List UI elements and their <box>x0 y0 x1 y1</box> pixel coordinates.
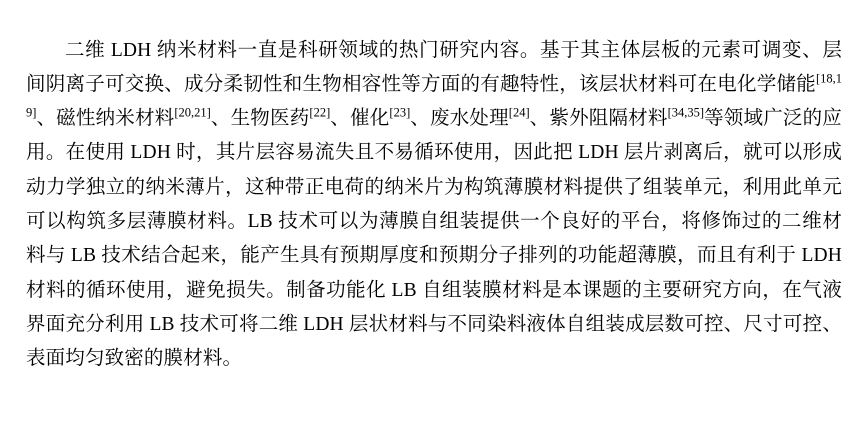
citation-reference: [23] <box>389 105 411 120</box>
body-paragraph <box>26 34 842 377</box>
paragraph-text-run: 二维 LDH 纳米材料一直是科研领域的热门研究内容。基于其主体层板的元素可调变、层间阴离子可交换、成分柔韧性和生物相容性等方面的有趣特性，该层状材料可在电化学储能 <box>26 39 842 95</box>
paragraph-text-run: 、磁性纳米材料 <box>36 108 175 130</box>
citation-reference: [22] <box>309 105 331 120</box>
paragraph-text-run: 等领域广泛的应用。在使用 LDH 时，其片层容易流失且不易循环使用，因此把 LDH 层片剥离后，就可以形成动力学独立的纳米薄片，这种带正电荷的纳米片为构筑薄膜材料提供了组装单元，利用此单元可以构筑多层薄膜材料。LB 技术可以为薄膜自组装提供一个良好的平台，将修饰过的二维材料与 LB 技术结合起来，能产生具有预期厚度和预期分子排列的功能超薄膜，而且有利于 LDH 材料的循环使用，避免损失。制备功能化 LB 自组装膜材料是本课题的主要研究方向，在气液界面充分利用 LB 技术可将二维 LDH 层状材料与不同染料液体自组装成层数可控、尺寸可控、表面均匀致密的膜材料。 <box>26 108 842 370</box>
citation-reference: [20,21] <box>174 105 211 120</box>
citation-reference: [24] <box>508 105 530 120</box>
paragraph-text-run: 、生物医药 <box>210 108 310 130</box>
citation-reference: [34,35] <box>667 105 705 120</box>
paragraph-text-run: 、催化 <box>330 108 390 130</box>
citation-reference: [18,19] <box>26 71 842 120</box>
paragraph-text-run: 、废水处理 <box>410 108 509 130</box>
paragraph-text-run: 、紫外阻隔材料 <box>529 108 668 130</box>
